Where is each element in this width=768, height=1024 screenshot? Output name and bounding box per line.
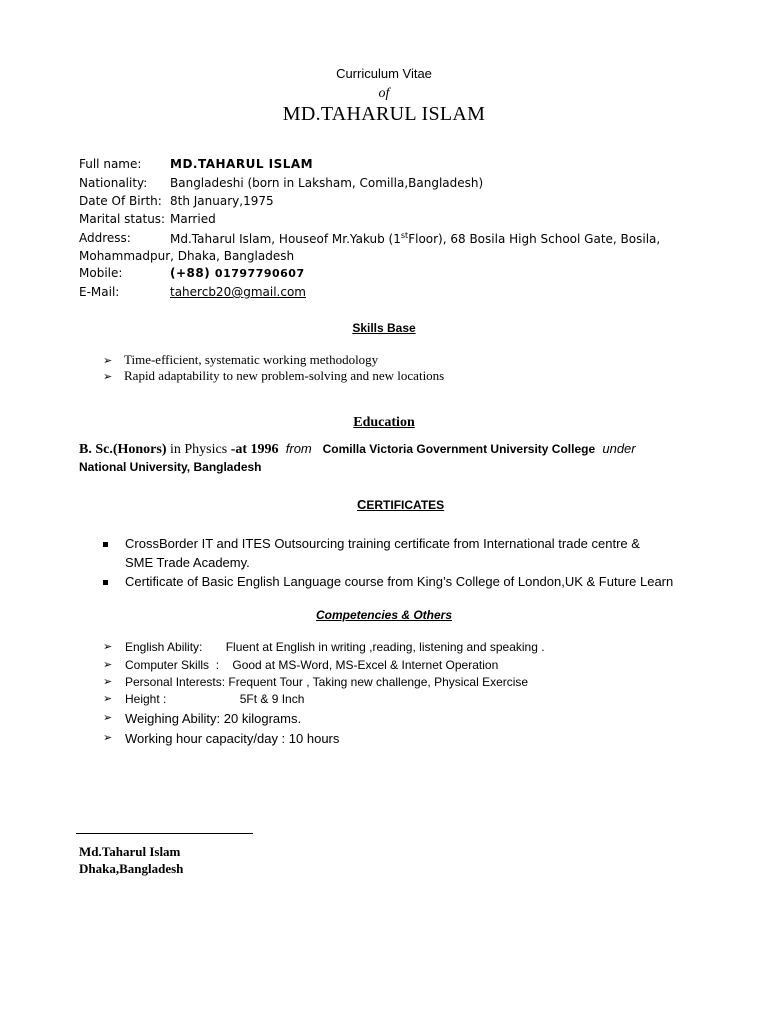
- mobile-value: [170, 266, 305, 280]
- page-title: MD.TAHARUL ISLAM: [282, 103, 486, 125]
- dob-month-year: January,1975: [189, 194, 274, 208]
- competencies-heading: Competencies & Others: [315, 608, 453, 622]
- competency-text: Working hour capacity/day : 10 hours: [125, 731, 340, 746]
- list-item: [103, 368, 444, 384]
- university-name: National University, Bangladesh: [79, 460, 262, 474]
- list-item: [103, 692, 663, 710]
- signature-line: [76, 833, 253, 834]
- address-row: [79, 231, 661, 246]
- skill-text: Time-efficient, systematic working methodology: [124, 352, 379, 367]
- full-name-value: MD.TAHARUL ISLAM: [170, 157, 314, 171]
- list-item: [103, 352, 378, 368]
- list-item: [103, 711, 663, 729]
- certificate-text: SME Trade Academy.: [125, 555, 250, 570]
- mobile-label: Mobile:: [79, 266, 123, 280]
- mobile-code: (+88): [170, 266, 211, 280]
- competency-text: English Ability: Fluent at English in writing ,reading, listening and speaking .: [125, 640, 545, 654]
- dob-label: Date Of Birth:: [79, 194, 162, 208]
- full-name-row: [79, 157, 314, 171]
- arrow-bullet-icon: ➢: [103, 659, 113, 671]
- list-item: [103, 658, 663, 676]
- competency-text: Computer Skills : Good at MS-Word, MS-Excel & Internet Operation: [125, 658, 499, 672]
- college-name: Comilla Victoria Government University College: [322, 442, 596, 456]
- heading-first-letter: C: [357, 497, 367, 512]
- address-sup: st: [400, 231, 409, 240]
- nationality-value: Bangladeshi (born in Laksham, Comilla,Bangladesh): [170, 176, 484, 190]
- signature-place: Dhaka,Bangladesh: [79, 861, 184, 876]
- arrow-bullet-icon: ➢: [103, 676, 113, 688]
- certificate-text: CrossBorder IT and ITES Outsourcing training certificate from International trade centre &: [125, 536, 640, 551]
- heading-rest: ERTIFICATES: [366, 498, 445, 512]
- education-heading: Education: [353, 415, 415, 430]
- address-line2: Mohammadpur, Dhaka, Bangladesh: [79, 249, 295, 263]
- list-item: [103, 536, 703, 556]
- skills-heading: Skills Base: [352, 321, 416, 335]
- signature-name: Md.Taharul Islam: [79, 844, 181, 859]
- from-word: from: [285, 441, 312, 456]
- arrow-bullet-icon: ➢: [103, 355, 113, 367]
- square-bullet-icon: [103, 542, 108, 547]
- arrow-bullet-icon: ➢: [103, 732, 113, 744]
- dob-row: [79, 194, 274, 208]
- certificates-heading: [305, 497, 444, 512]
- address-value: [170, 231, 660, 246]
- competency-text: Height : 5Ft & 9 Inch: [125, 692, 305, 706]
- degree: B. Sc.(Honors): [79, 442, 167, 457]
- arrow-bullet-icon: ➢: [103, 693, 113, 705]
- arrow-bullet-icon: ➢: [103, 371, 113, 383]
- list-item: [103, 675, 663, 693]
- list-item-continuation: [103, 555, 703, 575]
- marital-value: Married: [170, 212, 216, 226]
- mobile-row: [79, 266, 305, 280]
- email-link[interactable]: tahercb20@gmail.com: [170, 285, 306, 299]
- list-item: [103, 731, 663, 749]
- competency-text: Personal Interests: Frequent Tour , Taking new challenge, Physical Exercise: [125, 675, 529, 689]
- marital-row: [79, 212, 216, 226]
- address-label: Address:: [79, 231, 131, 245]
- under-word: under: [602, 441, 636, 456]
- degree-subject: in Physics: [166, 442, 231, 457]
- dob-value: [170, 194, 274, 208]
- education-line: [79, 441, 636, 458]
- nationality-label: Nationality:: [79, 176, 148, 190]
- mobile-number: 01797790607: [214, 267, 305, 280]
- arrow-bullet-icon: ➢: [103, 641, 113, 653]
- nationality-row: [79, 176, 484, 190]
- arrow-bullet-icon: ➢: [103, 712, 113, 724]
- list-item: [103, 574, 703, 594]
- competency-text: Weighing Ability: 20 kilograms.: [125, 711, 302, 726]
- square-bullet-icon: [103, 580, 108, 585]
- of-label: of: [378, 86, 390, 101]
- list-item: [103, 640, 663, 658]
- dob-day: 8th: [170, 194, 190, 208]
- skill-text: Rapid adaptability to new problem-solving and new locations: [124, 368, 445, 383]
- email-row: [79, 285, 306, 299]
- marital-label: Marital status:: [79, 212, 166, 226]
- email-label: E-Mail:: [79, 285, 120, 299]
- address-part-a: Md.Taharul Islam, Houseof Mr.Yakub (1: [170, 232, 401, 246]
- certificate-text: Certificate of Basic English Language course from King’s College of London,UK & Future Learn: [125, 574, 674, 589]
- degree-year: -at 1996: [230, 442, 279, 457]
- address-part-b: Floor), 68 Bosila High School Gate, Bosila,: [408, 232, 661, 246]
- cv-label: Curriculum Vitae: [336, 66, 432, 81]
- full-name-label: Full name:: [79, 157, 142, 171]
